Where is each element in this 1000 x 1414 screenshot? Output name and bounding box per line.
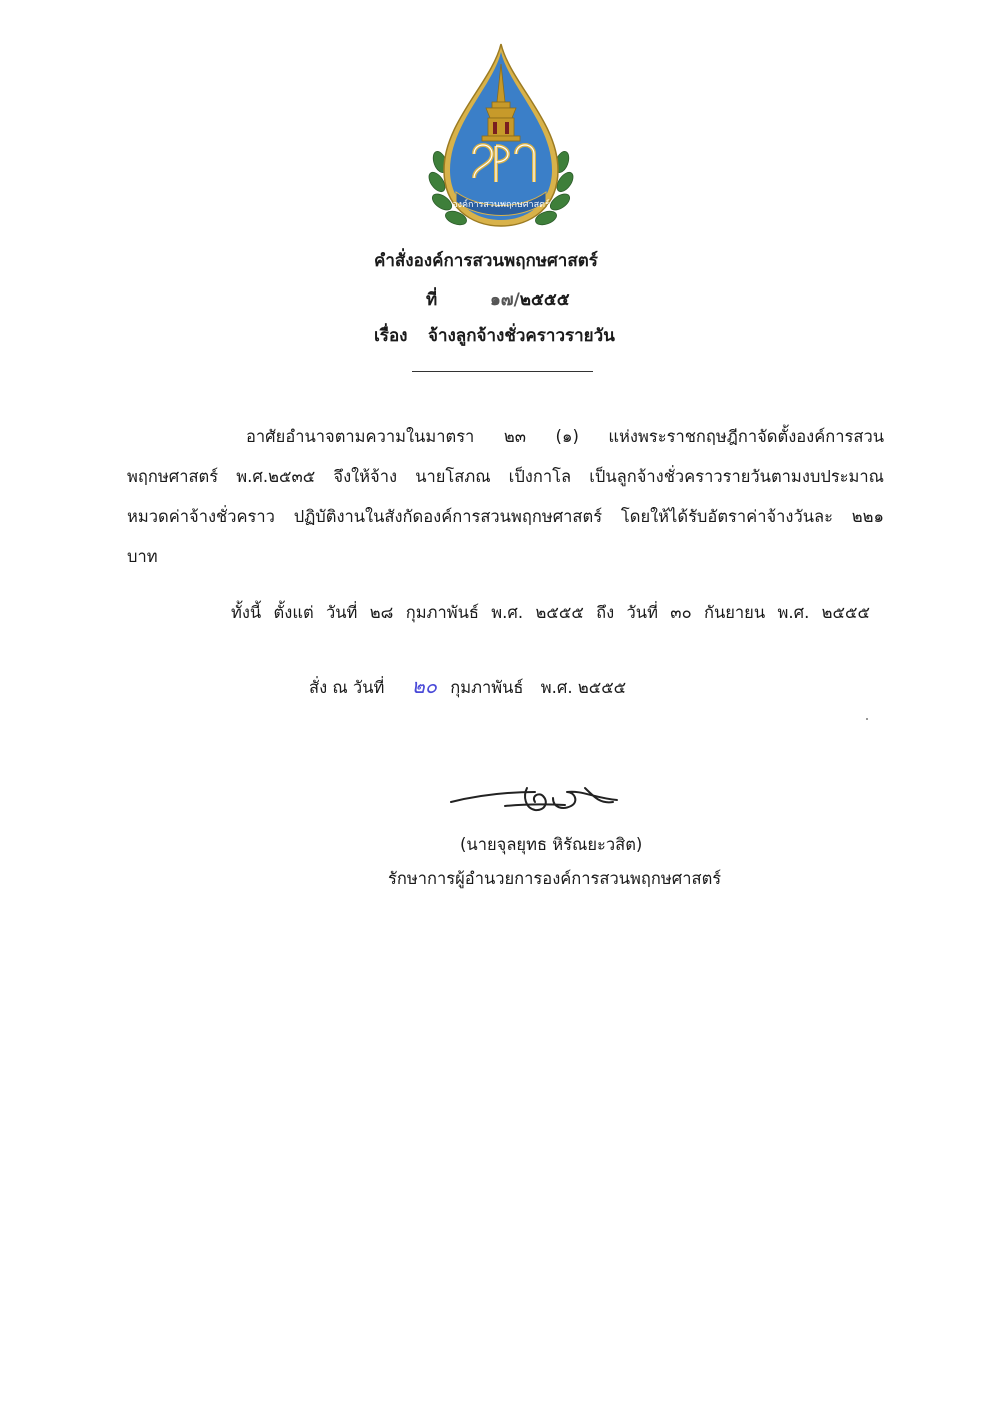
signatory-name: (นายจุลยุทธ หิรัณยะวสิต) — [460, 835, 643, 854]
body-line-3: หมวดค่าจ้างชั่วคราว ปฏิบัติงานในสังกัดองค์การสวนพฤกษศาสตร์ โดยให้ได้รับอัตราค่าจ้างวันละ ๒๒๑ — [127, 507, 884, 526]
document-title: คำสั่งองค์การสวนพฤกษศาสตร์ — [374, 251, 598, 271]
order-date-month: กุมภาพันธ์ — [450, 678, 524, 697]
signature-image — [445, 778, 625, 818]
order-date-year: พ.ศ. ๒๕๕๕ — [540, 678, 627, 697]
body-line-2: พฤกษศาสตร์ พ.ศ.๒๕๓๕ จึงให้จ้าง นายโสภณ เป็งกาโล เป็นลูกจ้างชั่วคราวรายวันตามงบประมาณ — [127, 467, 884, 486]
effective-period — [127, 593, 884, 633]
speck — [866, 718, 868, 720]
order-number-label: ที่ — [426, 290, 438, 310]
order-year: ๒๕๕๕ — [519, 290, 570, 310]
order-number: ๑๗/ — [490, 290, 520, 310]
subject-label: เรื่อง — [374, 326, 408, 346]
header-divider — [412, 371, 593, 372]
body-paragraph — [127, 417, 884, 577]
body-line-1: อาศัยอำนาจตามความในมาตรา ๒๓ (๑) แห่งพระราชกฤษฎีกาจัดตั้งองค์การสวน — [246, 427, 884, 446]
order-date — [309, 670, 626, 702]
effective-period-text: ทั้งนี้ ตั้งแต่ วันที่ ๒๘ กุมภาพันธ์ พ.ศ. ๒๕๕๕ ถึง วันที่ ๓๐ กันยายน พ.ศ. ๒๕๕๕ — [231, 603, 870, 622]
subject-text: จ้างลูกจ้างชั่วคราวรายวัน — [428, 326, 615, 346]
organization-logo — [426, 42, 576, 234]
logo-text: องค์การสวนพฤกษศาสตร์ — [452, 200, 550, 210]
order-date-day: ๒๐ — [411, 674, 437, 698]
body-line-4: บาท — [127, 547, 158, 566]
signatory-position: รักษาการผู้อำนวยการองค์การสวนพฤกษศาสตร์ — [388, 869, 722, 888]
order-date-prefix: สั่ง ณ วันที่ — [309, 678, 385, 697]
